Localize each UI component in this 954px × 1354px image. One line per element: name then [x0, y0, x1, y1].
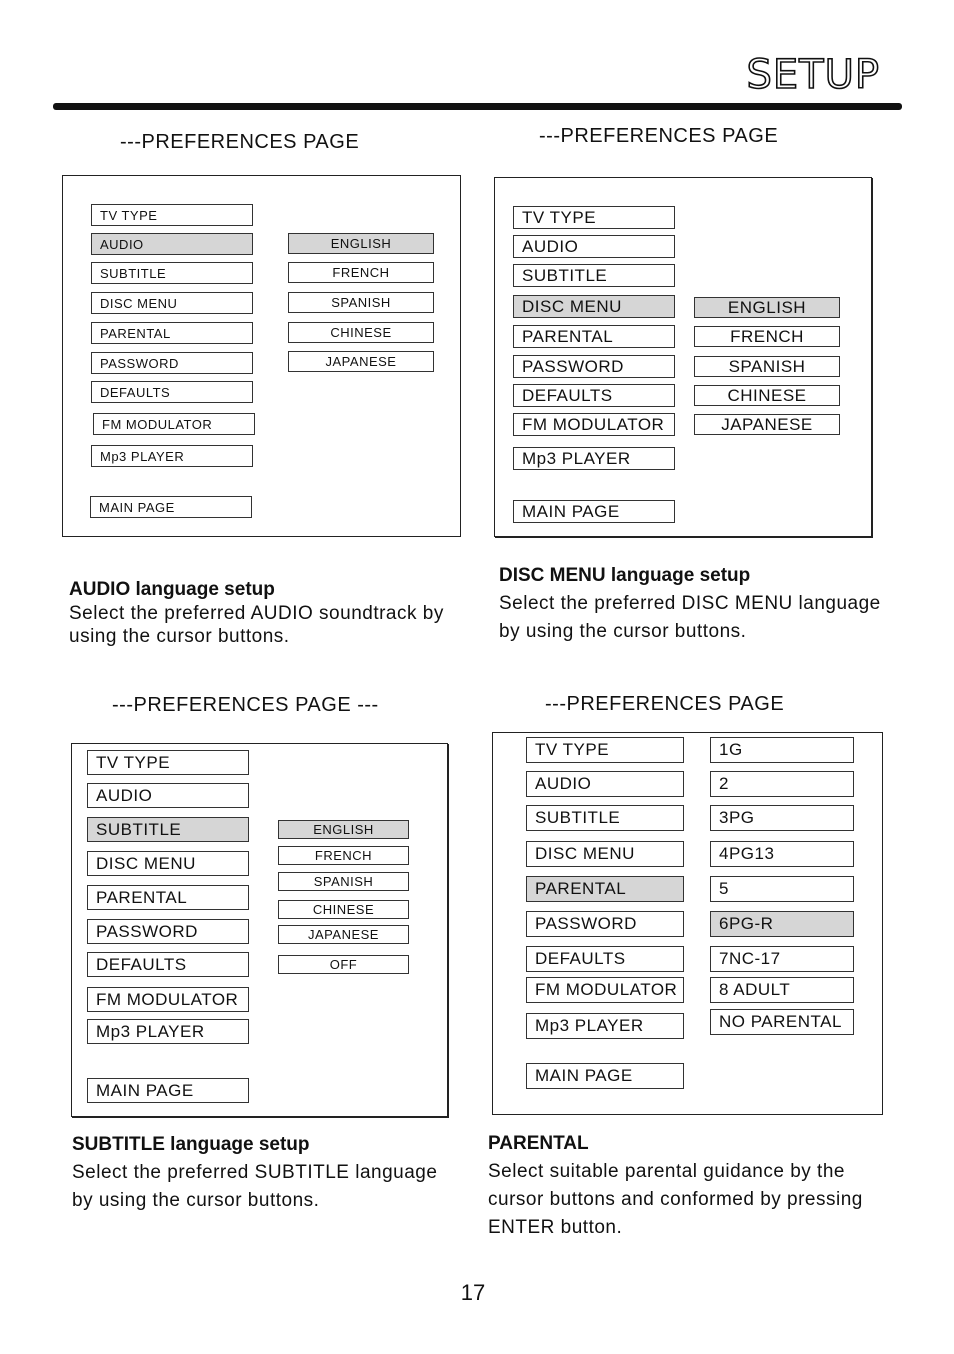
- panel3-menu-main-page[interactable]: MAIN PAGE: [87, 1078, 249, 1103]
- panel4-menu-main-page[interactable]: MAIN PAGE: [526, 1063, 684, 1089]
- panel1-menu-main-page[interactable]: MAIN PAGE: [90, 496, 252, 518]
- panel2-menu-mp3-player[interactable]: Mp3 PLAYER: [513, 447, 675, 470]
- panel2-option-chinese[interactable]: CHINESE: [694, 385, 840, 406]
- panel3-option-off[interactable]: OFF: [278, 955, 409, 974]
- panel4-menu-defaults[interactable]: DEFAULTS: [526, 946, 684, 972]
- panel2-menu-main-page[interactable]: MAIN PAGE: [513, 500, 675, 523]
- panel4-menu-parental[interactable]: PARENTAL: [526, 876, 684, 902]
- panel2-option-french[interactable]: FRENCH: [694, 326, 840, 347]
- panel1-option-french[interactable]: FRENCH: [288, 262, 434, 283]
- panel1-menu-disc-menu[interactable]: DISC MENU: [91, 292, 253, 314]
- panel1-menu-parental[interactable]: PARENTAL: [91, 322, 253, 344]
- panel4-menu-fm-modulator[interactable]: FM MODULATOR: [526, 977, 684, 1003]
- panel4-menu-tv-type[interactable]: TV TYPE: [526, 737, 684, 763]
- panel1-caption-text: Select the preferred AUDIO soundtrack by using the cursor buttons.: [69, 603, 444, 647]
- panel4-option-6pg-r[interactable]: 6PG-R: [710, 911, 854, 937]
- panel4-menu-audio[interactable]: AUDIO: [526, 771, 684, 797]
- panel2-option-japanese[interactable]: JAPANESE: [694, 414, 840, 435]
- panel3-menu-mp3-player[interactable]: Mp3 PLAYER: [87, 1019, 249, 1044]
- panel3-menu-password[interactable]: PASSWORD: [87, 919, 249, 944]
- panel2-menu-parental[interactable]: PARENTAL: [513, 325, 675, 348]
- panel3-caption-text: Select the preferred SUBTITLE language by using the cursor buttons.: [72, 1162, 438, 1211]
- panel2-menu-subtitle[interactable]: SUBTITLE: [513, 264, 675, 287]
- panel1-option-japanese[interactable]: JAPANESE: [288, 351, 434, 372]
- panel1-menu-tv-type[interactable]: TV TYPE: [91, 204, 253, 226]
- panel3-menu-fm-modulator[interactable]: FM MODULATOR: [87, 987, 249, 1012]
- panel2-caption-title: DISC MENU language setup: [499, 565, 751, 586]
- panel1-menu-fm-modulator[interactable]: FM MODULATOR: [93, 413, 255, 435]
- panel3-option-chinese[interactable]: CHINESE: [278, 900, 409, 919]
- panel3-menu-tv-type[interactable]: TV TYPE: [87, 750, 249, 775]
- panel1-heading: ---PREFERENCES PAGE: [120, 131, 360, 153]
- panel1-option-spanish[interactable]: SPANISH: [288, 292, 434, 313]
- panel4-option-3pg[interactable]: 3PG: [710, 805, 854, 831]
- panel4-option-7nc-17[interactable]: 7NC-17: [710, 946, 854, 972]
- panel2-caption-text: Select the preferred DISC MENU language by using the cursor buttons.: [499, 593, 881, 642]
- panel3-heading: ---PREFERENCES PAGE ---: [112, 694, 379, 716]
- panel3-menu-defaults[interactable]: DEFAULTS: [87, 952, 249, 977]
- title-rule: [53, 103, 902, 110]
- panel3-menu-disc-menu[interactable]: DISC MENU: [87, 851, 249, 876]
- panel2-menu-fm-modulator[interactable]: FM MODULATOR: [513, 413, 675, 436]
- panel4-option-2[interactable]: 2: [710, 771, 854, 797]
- panel4-option-4pg13[interactable]: 4PG13: [710, 841, 854, 867]
- panel1-option-chinese[interactable]: CHINESE: [288, 322, 434, 343]
- panel2-menu-tv-type[interactable]: TV TYPE: [513, 206, 675, 229]
- panel1-caption-title: AUDIO language setup: [69, 579, 275, 600]
- panel2-menu-defaults[interactable]: DEFAULTS: [513, 384, 675, 407]
- panel1-menu-audio[interactable]: AUDIO: [91, 233, 253, 255]
- panel1-menu-mp3-player[interactable]: Mp3 PLAYER: [91, 445, 253, 467]
- panel3-option-spanish[interactable]: SPANISH: [278, 872, 409, 891]
- panel4-caption-text: Select suitable parental guidance by the cursor buttons and conformed by pressing ENTER button.: [488, 1161, 863, 1238]
- panel4-menu-disc-menu[interactable]: DISC MENU: [526, 841, 684, 867]
- panel3-menu-subtitle[interactable]: SUBTITLE: [87, 817, 249, 842]
- page-number: 17: [460, 1280, 486, 1305]
- panel1-menu-password[interactable]: PASSWORD: [91, 352, 253, 374]
- panel2-heading: ---PREFERENCES PAGE: [539, 125, 779, 147]
- panel4-heading: ---PREFERENCES PAGE: [545, 693, 785, 715]
- panel4-option-1g[interactable]: 1G: [710, 737, 854, 763]
- panel3-caption-title: SUBTITLE language setup: [72, 1134, 310, 1155]
- panel4-option-8-adult[interactable]: 8 ADULT: [710, 977, 854, 1003]
- panel3-option-english[interactable]: ENGLISH: [278, 820, 409, 839]
- panel4-menu-subtitle[interactable]: SUBTITLE: [526, 805, 684, 831]
- panel4-option-5[interactable]: 5: [710, 876, 854, 902]
- panel2-option-english[interactable]: ENGLISH: [694, 297, 840, 318]
- panel3-option-french[interactable]: FRENCH: [278, 846, 409, 865]
- panel1-menu-subtitle[interactable]: SUBTITLE: [91, 262, 253, 284]
- panel3-menu-parental[interactable]: PARENTAL: [87, 885, 249, 910]
- panel4-option-no-parental[interactable]: NO PARENTAL: [710, 1009, 854, 1035]
- panel2-menu-audio[interactable]: AUDIO: [513, 235, 675, 258]
- panel3-menu-audio[interactable]: AUDIO: [87, 783, 249, 808]
- panel2-menu-password[interactable]: PASSWORD: [513, 355, 675, 378]
- panel1-option-english[interactable]: ENGLISH: [288, 233, 434, 254]
- panel4-caption-title: PARENTAL: [488, 1133, 589, 1154]
- panel2-option-spanish[interactable]: SPANISH: [694, 356, 840, 377]
- panel3-option-japanese[interactable]: JAPANESE: [278, 925, 409, 944]
- panel4-menu-password[interactable]: PASSWORD: [526, 911, 684, 937]
- panel4-menu-mp3-player[interactable]: Mp3 PLAYER: [526, 1013, 684, 1039]
- page-title: SETUP: [746, 52, 880, 98]
- panel1-menu-defaults[interactable]: DEFAULTS: [91, 381, 253, 403]
- panel2-menu-disc-menu[interactable]: DISC MENU: [513, 295, 675, 318]
